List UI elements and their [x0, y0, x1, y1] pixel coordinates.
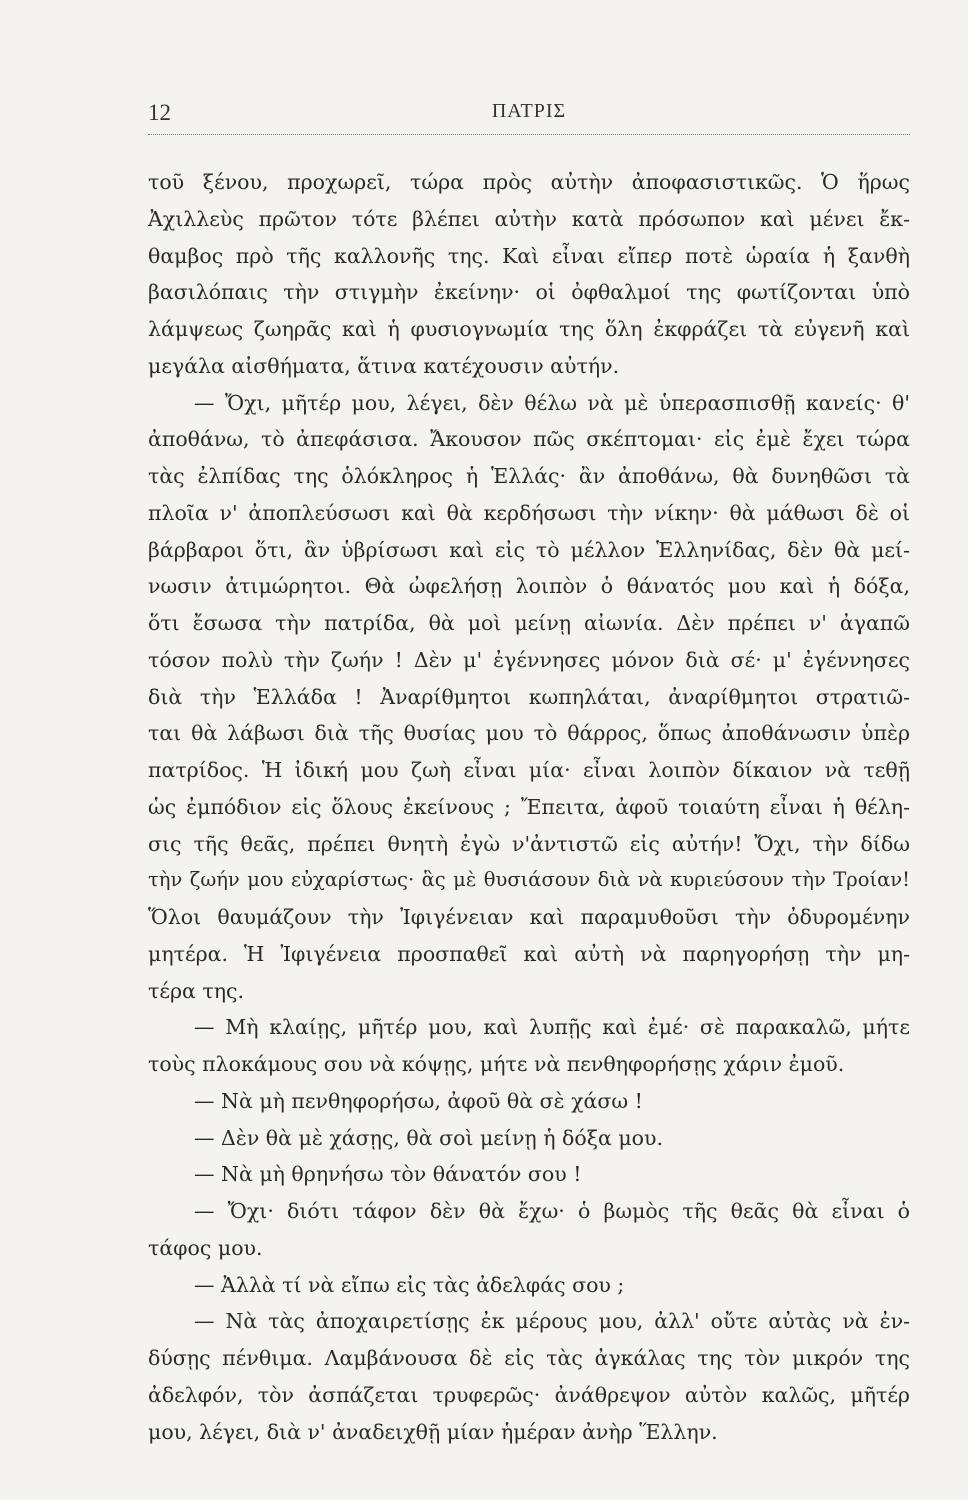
- text-line: Ὅλοι θαυμάζουν τὴν Ἰφιγένειαν καὶ παραμυθοῦσι τὴν ὀδυρομένην: [148, 905, 910, 929]
- text-line: ἀποθάνω, τὸ ἀπεφάσισα. Ἄκουσον πῶς σκέπτομαι· εἰς ἐμὲ ἔχει τώρα: [148, 427, 910, 452]
- text-line: βάρβαροι ὅτι, ἂν ὑβρίσωσι καὶ εἰς τὸ μέλλον Ἑλληνίδας, δὲν θὰ μεί-: [148, 537, 910, 562]
- text-line: θαμβος πρὸ τῆς καλλονῆς της. Καὶ εἶναι εἴπερ ποτὲ ὡραία ἡ ξανθὴ: [148, 243, 910, 268]
- text-body: [148, 164, 910, 1450]
- text-line: τέρα της.: [148, 978, 244, 1003]
- text-line: τοὺς πλοκάμους σου νὰ κόψῃς, μήτε νὰ πενθηφορήσῃς χάριν ἐμοῦ.: [148, 1052, 845, 1076]
- text-line: τοῦ ξένου, προχωρεῖ, τώρα πρὸς αὐτὴν ἀποφασιστικῶς. Ὁ ἥρως: [148, 170, 910, 194]
- text-line: — Νὰ τὰς ἀποχαιρετίσῃς ἐκ μέρους μου, ἀλλ' οὔτε αὐτὰς νὰ ἐν-: [194, 1309, 910, 1334]
- text-line: — Ὄχι· διότι τάφον δὲν θὰ ἔχω· ὁ βωμὸς τῆς θεᾶς θὰ εἶναι ὁ: [194, 1199, 910, 1223]
- text-line: ἀδελφόν, τὸν ἀσπάζεται τρυφερῶς· ἀνάθρεψον αὐτὸν καλῶς, μῆτέρ: [148, 1382, 910, 1407]
- page-header: [148, 100, 910, 132]
- text-line: — Δὲν θὰ μὲ χάσῃς, θὰ σοὶ μείνῃ ἡ δόξα μου.: [194, 1125, 664, 1150]
- text-line: ται θὰ λάβωσι διὰ τῆς θυσίας μου τὸ θάρρος, ὅπως ἀποθάνωσιν ὑπὲρ: [148, 721, 910, 746]
- text-line: — Ὄχι, μῆτέρ μου, λέγει, δὲν θέλω νὰ μὲ ὑπερασπισθῇ κανείς· θ': [194, 390, 910, 415]
- text-line: — Ἀλλὰ τί νὰ εἴπω εἰς τὰς ἀδελφάς σου ;: [194, 1272, 625, 1297]
- text-line: τάφος μου.: [148, 1235, 263, 1260]
- text-line: — Νὰ μὴ θρηνήσω τὸν θάνατόν σου !: [194, 1162, 582, 1187]
- text-line: — Νὰ μὴ πενθηφορήσω, ἀφοῦ θὰ σὲ χάσω !: [194, 1088, 643, 1113]
- text-line: τόσον πολὺ τὴν ζωήν ! Δὲν μ' ἐγέννησες μόνον διὰ σέ· μ' ἐγέννησες: [148, 647, 910, 672]
- text-line: βασιλόπαις τὴν στιγμὴν ἐκείνην· οἱ ὀφθαλμοί της φωτίζονται ὑπὸ: [148, 280, 910, 305]
- text-line: μεγάλα αἰσθήματα, ἅτινα κατέχουσιν αὐτήν.: [148, 353, 620, 378]
- text-line: δύσῃς πένθιμα. Λαμβάνουσα δὲ εἰς τὰς ἀγκάλας της τὸν μικρόν της: [148, 1346, 910, 1370]
- text-line: πατρίδος. Ἡ ἰδική μου ζωὴ εἶναι μία· εἶναι λοιπὸν δίκαιον νὰ τεθῇ: [148, 758, 910, 782]
- text-line: τὴν ζωήν μου εὐχαρίστως· ἃς μὲ θυσιάσουν διὰ νὰ κυριεύσουν τὴν Τροίαν!: [148, 868, 910, 892]
- text-line: — Μὴ κλαίῃς, μῆτέρ μου, καὶ λυπῇς καὶ ἐμέ· σὲ παρακαλῶ, μήτε: [194, 1015, 910, 1040]
- text-line: ὅτι ἔσωσα τὴν πατρίδα, θὰ μοὶ μείνῃ αἰωνία. Δὲν πρέπει ν' ἀγαπῶ: [148, 611, 910, 635]
- text-line: μητέρα. Ἡ Ἰφιγένεια προσπαθεῖ καὶ αὐτὴ νὰ παρηγορήσῃ τὴν μη-: [148, 941, 910, 966]
- text-line: τὰς ἐλπίδας της ὁλόκληρος ἡ Ἑλλάς· ἂν ἀποθάνω, θὰ δυνηθῶσι τὰ: [148, 464, 910, 488]
- page-number: 12: [148, 100, 171, 125]
- text-line: Ἀχιλλεὺς πρῶτον τότε βλέπει αὐτὴν κατὰ πρόσωπον καὶ μένει ἔκ-: [148, 206, 910, 231]
- running-title: ΠΑΤΡΙΣ: [491, 100, 567, 122]
- header-rule: [148, 134, 910, 135]
- text-line: πλοῖα ν' ἀποπλεύσωσι καὶ θὰ κερδήσωσι τὴν νίκην· θὰ μάθωσι δὲ οἱ: [148, 500, 910, 525]
- text-line: λάμψεως ζωηρᾶς καὶ ἡ φυσιογνωμία της ὅλη ἐκφράζει τὰ εὐγενῆ καὶ: [148, 317, 910, 341]
- text-line: σις τῆς θεᾶς, πρέπει θνητὴ ἐγὼ ν'ἀντιστῶ εἰς αὐτήν! Ὄχι, τὴν δίδω: [148, 831, 910, 856]
- text-line: νωσιν ἀτιμώρητοι. Θὰ ὠφελήσῃ λοιπὸν ὁ θάνατός μου καὶ ἡ δόξα,: [148, 574, 910, 599]
- text-line: ὡς ἐμπόδιον εἰς ὅλους ἐκείνους ; Ἔπειτα, ἀφοῦ τοιαύτη εἶναι ἡ θέλη-: [148, 794, 910, 819]
- text-line: μου, λέγει, διὰ ν' ἀναδειχθῇ μίαν ἡμέραν ἀνὴρ Ἕλλην.: [148, 1419, 718, 1444]
- text-line: διὰ τὴν Ἑλλάδα ! Ἀναρίθμητοι κωπηλάται, ἀναρίθμητοι στρατιῶ-: [148, 684, 910, 709]
